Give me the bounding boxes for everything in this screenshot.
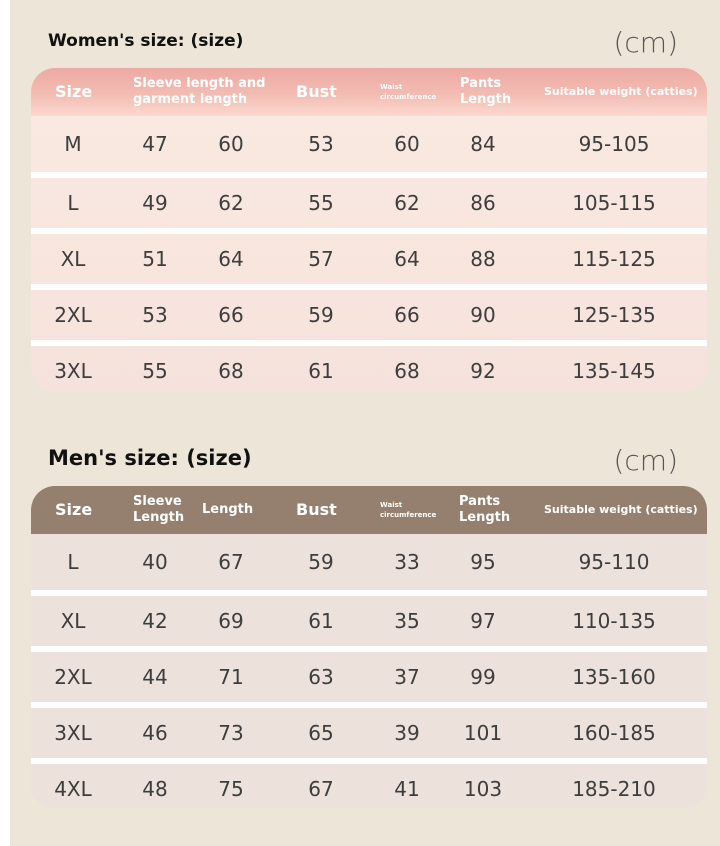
men-unit-label: (cm) xyxy=(613,444,678,477)
value-cell: 42 xyxy=(142,609,168,633)
value-cell: 67 xyxy=(218,550,244,574)
table-row xyxy=(31,590,707,646)
men-table-header xyxy=(31,486,707,534)
header-waist-circumference: Waist circumference xyxy=(380,501,437,519)
header-sleeve-length: Sleeve Length xyxy=(133,494,185,525)
value-cell: 95-110 xyxy=(578,550,650,574)
value-cell: 68 xyxy=(394,359,420,383)
value-cell: 66 xyxy=(394,303,420,327)
men-table-body xyxy=(31,534,707,808)
header-suitable-weight: Suitable weight (catties) xyxy=(544,503,698,516)
value-cell: 37 xyxy=(394,665,420,689)
value-cell: 49 xyxy=(142,191,168,215)
table-row xyxy=(31,228,707,284)
value-cell: 64 xyxy=(218,247,244,271)
table-row xyxy=(31,758,707,808)
value-cell: 41 xyxy=(394,777,420,801)
value-cell: 97 xyxy=(470,609,496,633)
women-table-body xyxy=(31,116,707,391)
table-row xyxy=(31,702,707,758)
value-cell: 61 xyxy=(308,359,334,383)
size-cell: 3XL xyxy=(54,359,92,383)
header-bust: Bust xyxy=(296,82,337,101)
table-row xyxy=(31,172,707,228)
value-cell: 57 xyxy=(308,247,334,271)
women-unit-label: (cm) xyxy=(613,26,678,59)
value-cell: 86 xyxy=(470,191,496,215)
value-cell: 61 xyxy=(308,609,334,633)
value-cell: 40 xyxy=(142,550,168,574)
value-cell: 60 xyxy=(218,132,244,156)
header-pants-length: Pants Length xyxy=(460,76,512,107)
header-length: Length xyxy=(202,502,254,517)
value-cell: 33 xyxy=(394,550,420,574)
value-cell: 135-160 xyxy=(572,665,656,689)
value-cell: 60 xyxy=(394,132,420,156)
value-cell: 115-125 xyxy=(572,247,656,271)
size-chart-page xyxy=(10,0,720,846)
value-cell: 99 xyxy=(470,665,496,689)
table-row xyxy=(31,646,707,702)
value-cell: 62 xyxy=(394,191,420,215)
table-row xyxy=(31,116,707,172)
value-cell: 53 xyxy=(142,303,168,327)
value-cell: 55 xyxy=(308,191,334,215)
value-cell: 46 xyxy=(142,721,168,745)
value-cell: 160-185 xyxy=(572,721,656,745)
table-row xyxy=(31,340,707,391)
value-cell: 51 xyxy=(142,247,168,271)
value-cell: 103 xyxy=(463,777,503,801)
table-row xyxy=(31,284,707,340)
value-cell: 47 xyxy=(142,132,168,156)
value-cell: 92 xyxy=(470,359,496,383)
size-cell: 4XL xyxy=(54,777,92,801)
header-size: Size xyxy=(55,82,93,101)
value-cell: 105-115 xyxy=(572,191,656,215)
value-cell: 67 xyxy=(308,777,334,801)
value-cell: 135-145 xyxy=(572,359,656,383)
value-cell: 62 xyxy=(218,191,244,215)
value-cell: 66 xyxy=(218,303,244,327)
value-cell: 65 xyxy=(308,721,334,745)
value-cell: 44 xyxy=(142,665,168,689)
value-cell: 88 xyxy=(470,247,496,271)
value-cell: 55 xyxy=(142,359,168,383)
value-cell: 53 xyxy=(308,132,334,156)
value-cell: 68 xyxy=(218,359,244,383)
women-table-header xyxy=(31,68,707,116)
size-cell: L xyxy=(67,191,79,215)
value-cell: 95 xyxy=(470,550,496,574)
size-cell: XL xyxy=(60,247,86,271)
size-cell: 2XL xyxy=(54,665,92,689)
value-cell: 64 xyxy=(394,247,420,271)
header-waist-circumference: Waist circumference xyxy=(380,83,437,101)
value-cell: 59 xyxy=(308,303,334,327)
size-cell: 2XL xyxy=(54,303,92,327)
value-cell: 73 xyxy=(218,721,244,745)
size-cell: L xyxy=(67,550,79,574)
header-suitable-weight: Suitable weight (catties) xyxy=(544,85,698,98)
size-cell: 3XL xyxy=(54,721,92,745)
value-cell: 101 xyxy=(463,721,503,745)
value-cell: 35 xyxy=(394,609,420,633)
header-pants-length: Pants Length xyxy=(459,494,511,525)
women-section-title: Women's size: (size) xyxy=(48,31,244,51)
value-cell: 95-105 xyxy=(578,132,650,156)
size-cell: XL xyxy=(60,609,86,633)
value-cell: 110-135 xyxy=(572,609,656,633)
value-cell: 75 xyxy=(218,777,244,801)
value-cell: 71 xyxy=(218,665,244,689)
value-cell: 63 xyxy=(308,665,334,689)
size-cell: M xyxy=(64,132,82,156)
value-cell: 185-210 xyxy=(572,777,656,801)
value-cell: 125-135 xyxy=(572,303,656,327)
value-cell: 59 xyxy=(308,550,334,574)
value-cell: 84 xyxy=(470,132,496,156)
header-bust: Bust xyxy=(296,500,337,519)
value-cell: 69 xyxy=(218,609,244,633)
men-section-title: Men's size: (size) xyxy=(48,446,252,470)
header-sleeve-and-garment-length: Sleeve length and garment length xyxy=(133,76,266,107)
header-size: Size xyxy=(55,500,93,519)
value-cell: 48 xyxy=(142,777,168,801)
value-cell: 90 xyxy=(470,303,496,327)
value-cell: 39 xyxy=(394,721,420,745)
table-row xyxy=(31,534,707,590)
